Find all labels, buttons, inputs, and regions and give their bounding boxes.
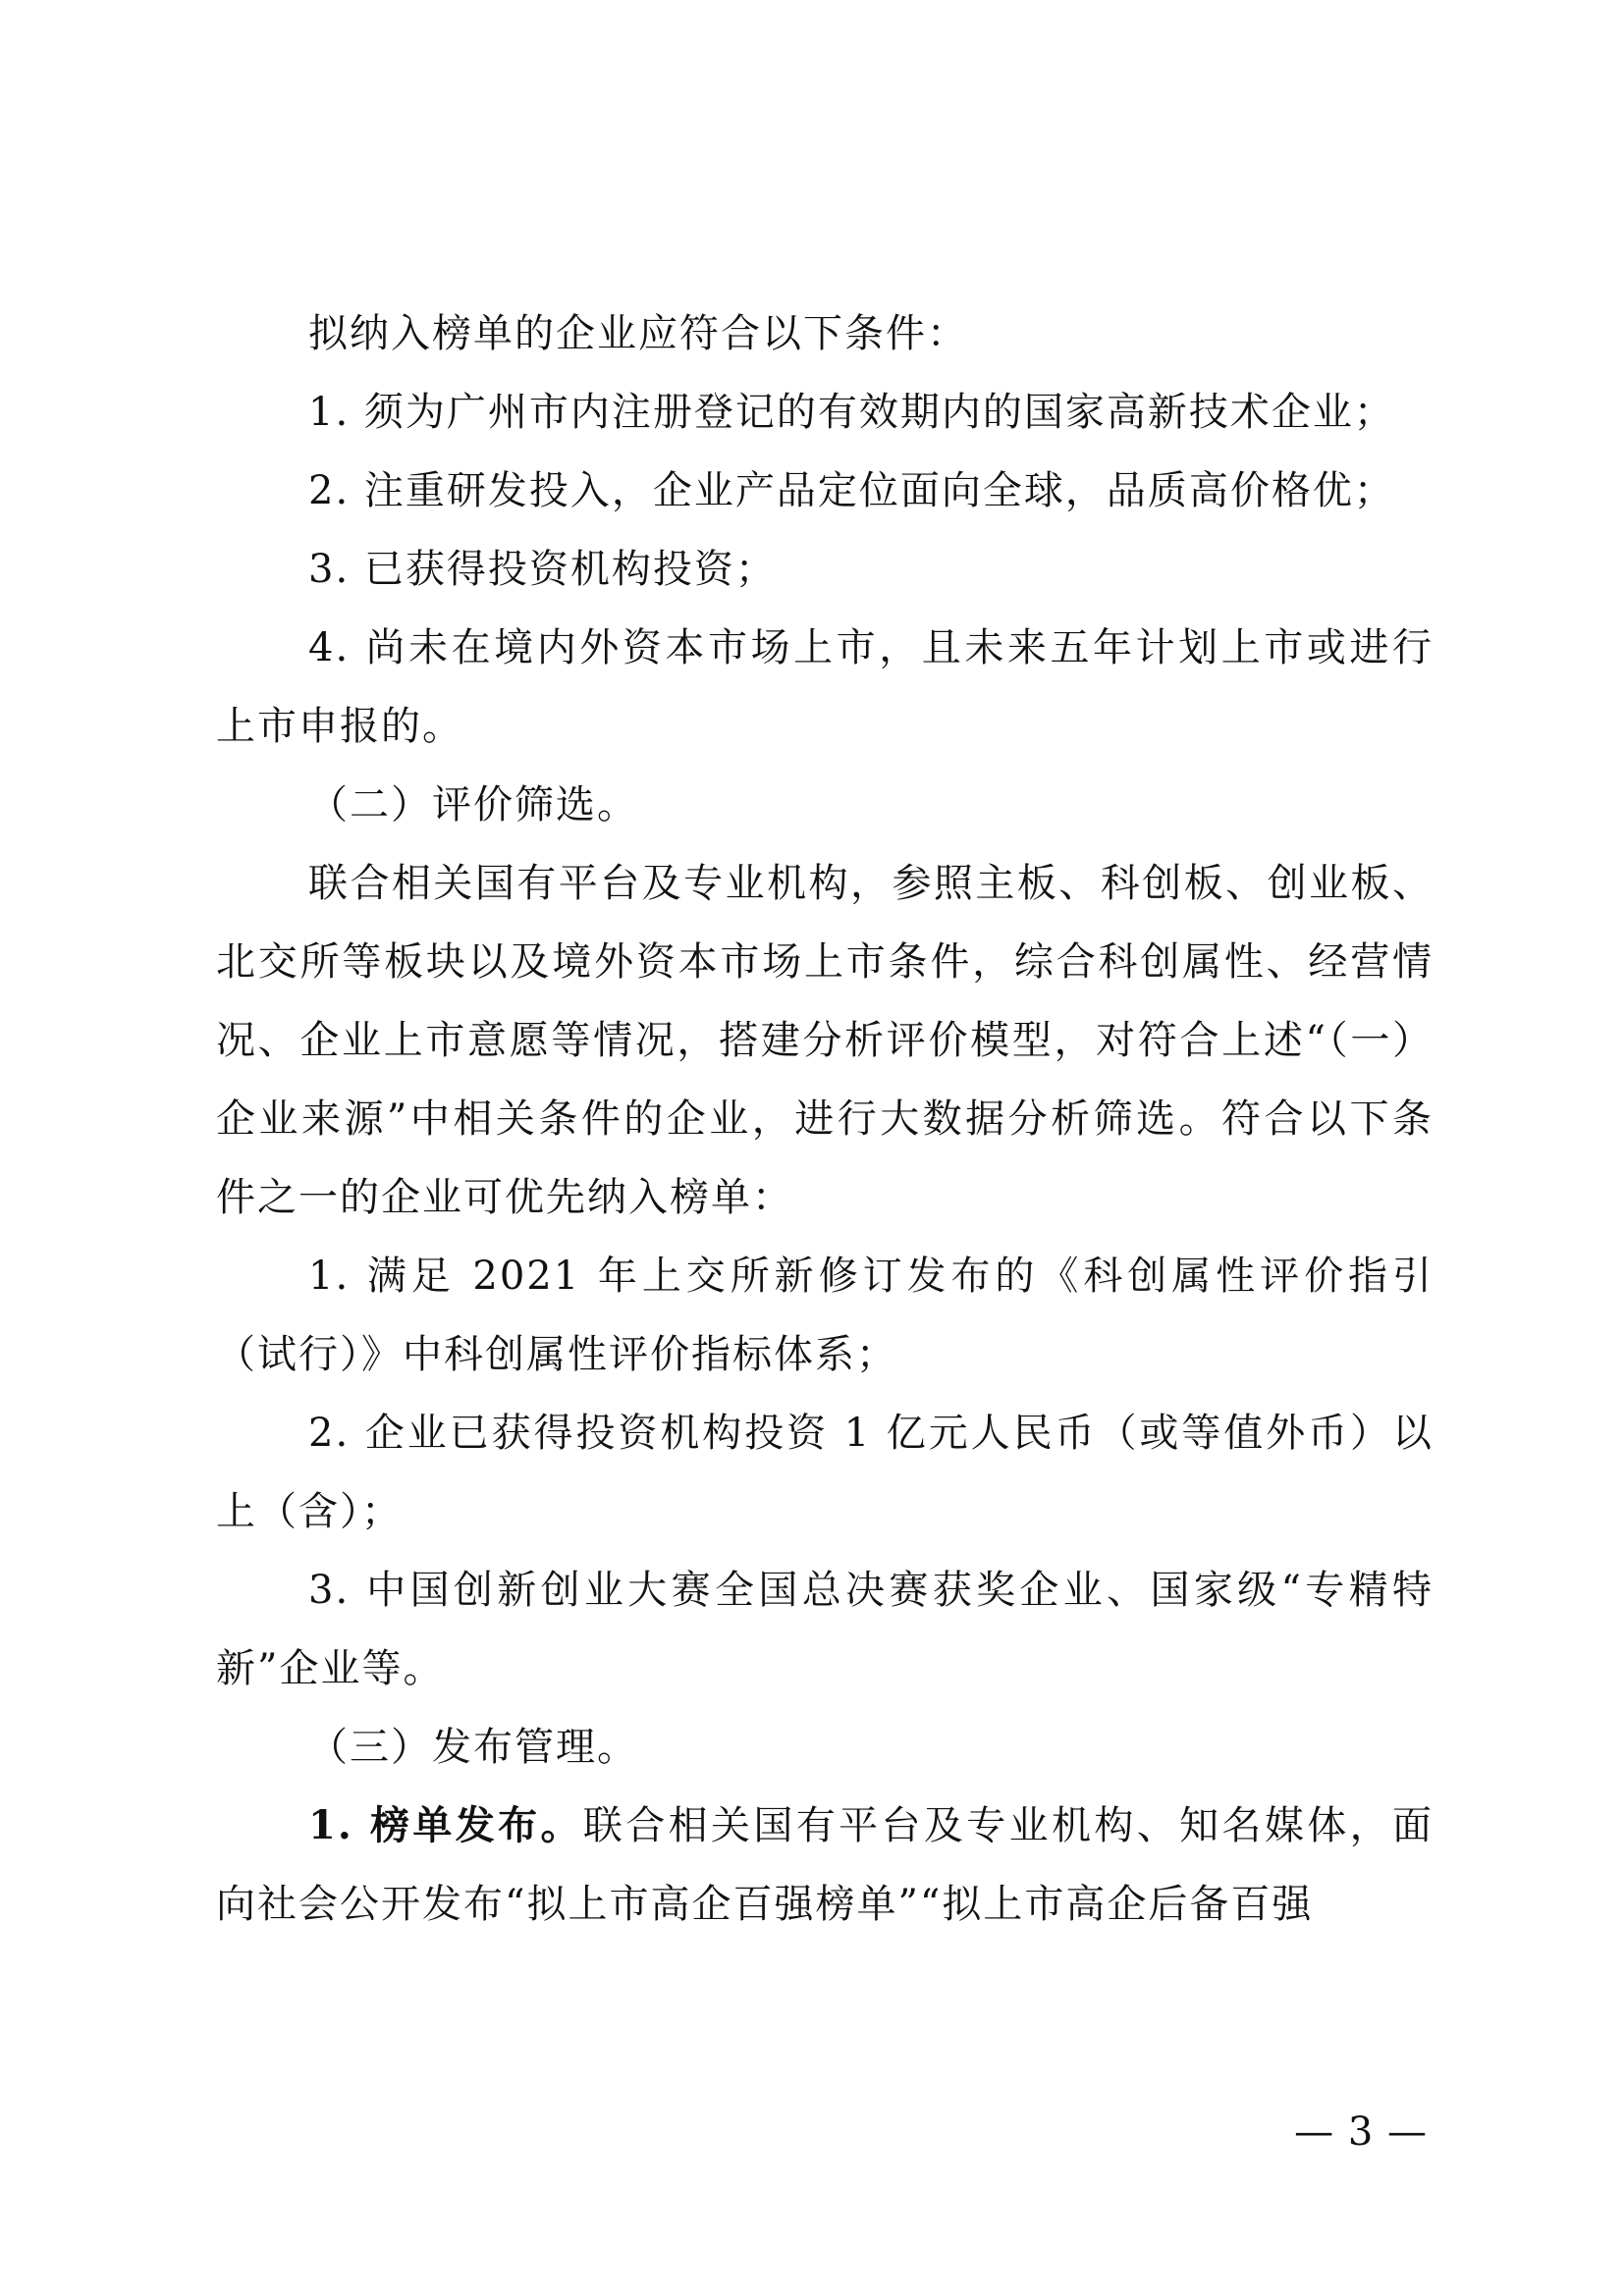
paragraph-condition-3: 3. 已获得投资机构投资； (308, 547, 777, 592)
paragraph-condition-4: 4. 尚未在境内外资本市场上市，且未来五年计划上市或进行上市申报的。 (216, 625, 1434, 749)
paragraph-priority-1: 1. 满足 2021 年上交所新修订发布的《科创属性评价指引（试行）》中科创属性评价指标体系； (216, 1254, 1434, 1377)
paragraph-condition-2: 2. 注重研发投入，企业产品定位面向全球，品质高价格优； (308, 468, 1395, 513)
section-heading-publication: （三）发布管理。 (308, 1725, 638, 1770)
list-release-lead: 1. 榜单发布。 (308, 1802, 583, 1848)
paragraph-list-release (216, 1787, 1434, 1944)
paragraph-conditions-intro: 拟纳入榜单的企业应符合以下条件： (308, 311, 968, 356)
document-body (216, 294, 1434, 1944)
page-number: — 3 — (1294, 2109, 1428, 2155)
paragraph-evaluation-body: 联合相关国有平台及专业机构，参照主板、科创板、创业板、北交所等板块以及境外资本市场上市条件，综合科创属性、经营情况、企业上市意愿等情况，搭建分析评价模型，对符合上述“（一） 企业来源”中相关条件的企业，进行大数据分析筛选。符合以下条件之一的企业可优先纳入榜单： (216, 861, 1434, 1220)
list-release-text: 联合相关国有平台及专业机构、知名媒体，面向社会公开发布“拟上市高企百强榜单”“拟上市高企后备百强 (216, 1803, 1434, 1927)
paragraph-priority-2: 2. 企业已获得投资机构投资 1 亿元人民币（或等值外币）以上（含）； (216, 1411, 1434, 1534)
paragraph-priority-3: 3. 中国创新创业大赛全国总决赛获奖企业、国家级“专精特新”企业等。 (216, 1568, 1434, 1691)
section-heading-evaluation: （二）评价筛选。 (308, 782, 638, 828)
paragraph-condition-1: 1. 须为广州市内注册登记的有效期内的国家高新技术企业； (308, 390, 1395, 435)
